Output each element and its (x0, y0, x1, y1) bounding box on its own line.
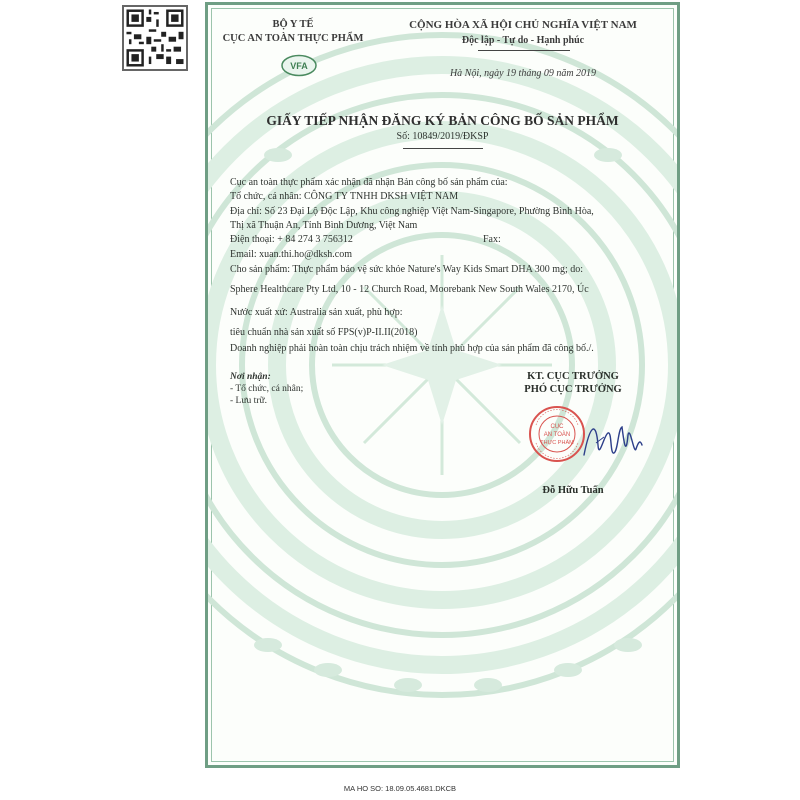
vfa-logo (280, 53, 318, 78)
title-underline (403, 148, 483, 149)
signatory-name: Đỗ Hữu Tuấn (542, 485, 604, 496)
certificate-document (205, 2, 680, 768)
qr-code (122, 5, 188, 71)
organization-line: Tổ chức, cá nhân: CÔNG TY TNHH DKSH VIỆT NAM (230, 191, 459, 202)
svg-text:CỤC: CỤC (550, 424, 564, 430)
intro-line: Cục an toàn thực phẩm xác nhận đã nhận Bản công bố sản phẩm của: (230, 177, 508, 188)
document-number: Số: 10849/2019/ĐKSP (396, 131, 489, 142)
product-line: Cho sản phẩm: Thực phẩm bảo vệ sức khỏe Nature's Way Kids Smart DHA 300 mg; do: (230, 264, 584, 275)
svg-text:VFA: VFA (290, 61, 308, 71)
manufacturer-line: Sphere Healthcare Pty Ltd, 10 - 12 Church Road, Moorebank New South Wales 2170, Úc (230, 284, 589, 295)
ministry-name: BỘ Y TẾ (272, 19, 314, 30)
standard-line: tiêu chuẩn nhà sản xuất số FPS(v)P-II.II(2018) (230, 327, 418, 338)
responsibility-line: Doanh nghiệp phải hoàn toàn chịu trách nhiệm về tính phù hợp của sản phẩm đã công bố./. (230, 343, 594, 354)
signature (578, 415, 648, 475)
agency-name: CỤC AN TOÀN THỰC PHẨM (222, 33, 364, 44)
svg-text:AN TOÀN: AN TOÀN (543, 432, 571, 438)
recipient-item: - Tổ chức, cá nhân; (230, 384, 304, 394)
svg-text:THỰC PHẨM: THỰC PHẨM (540, 440, 574, 446)
recipients-heading: Nơi nhận: (230, 372, 271, 382)
country-name: CỘNG HÒA XÃ HỘI CHỦ NGHĨA VIỆT NAM (409, 19, 637, 31)
document-title: GIẤY TIẾP NHẬN ĐĂNG KÝ BẢN CÔNG BỐ SẢN PHẨM (266, 113, 619, 128)
signatory-title-1: KT. CỤC TRƯỞNG (527, 371, 619, 382)
dossier-code: MA HO SO: 18.09.05.4681.DKCB (343, 784, 457, 793)
origin-line: Nước xuất xứ: Australia sản xuất, phù hợp: (230, 307, 403, 318)
email-line: Email: xuan.thi.ho@dksh.com (230, 249, 352, 260)
signatory-title-2: PHÓ CỤC TRƯỞNG (524, 384, 622, 395)
place-date: Hà Nội, ngày 19 tháng 09 năm 2019 (449, 68, 597, 79)
fax-line: Fax: (483, 234, 501, 245)
motto-underline (478, 50, 570, 51)
address-line-1: Địa chỉ: Số 23 Đại Lộ Độc Lập, Khu công nghiệp Việt Nam-Singapore, Phường Bình Hòa, (230, 206, 594, 217)
address-line-2: Thị xã Thuận An, Tỉnh Bình Dương, Việt Nam (230, 220, 418, 231)
motto: Độc lập - Tự do - Hạnh phúc (461, 35, 585, 46)
recipient-item: - Lưu trữ. (230, 396, 267, 406)
qr-code-graphic (124, 7, 186, 69)
phone-line: Điện thoại: + 84 274 3 756312 (230, 234, 353, 245)
